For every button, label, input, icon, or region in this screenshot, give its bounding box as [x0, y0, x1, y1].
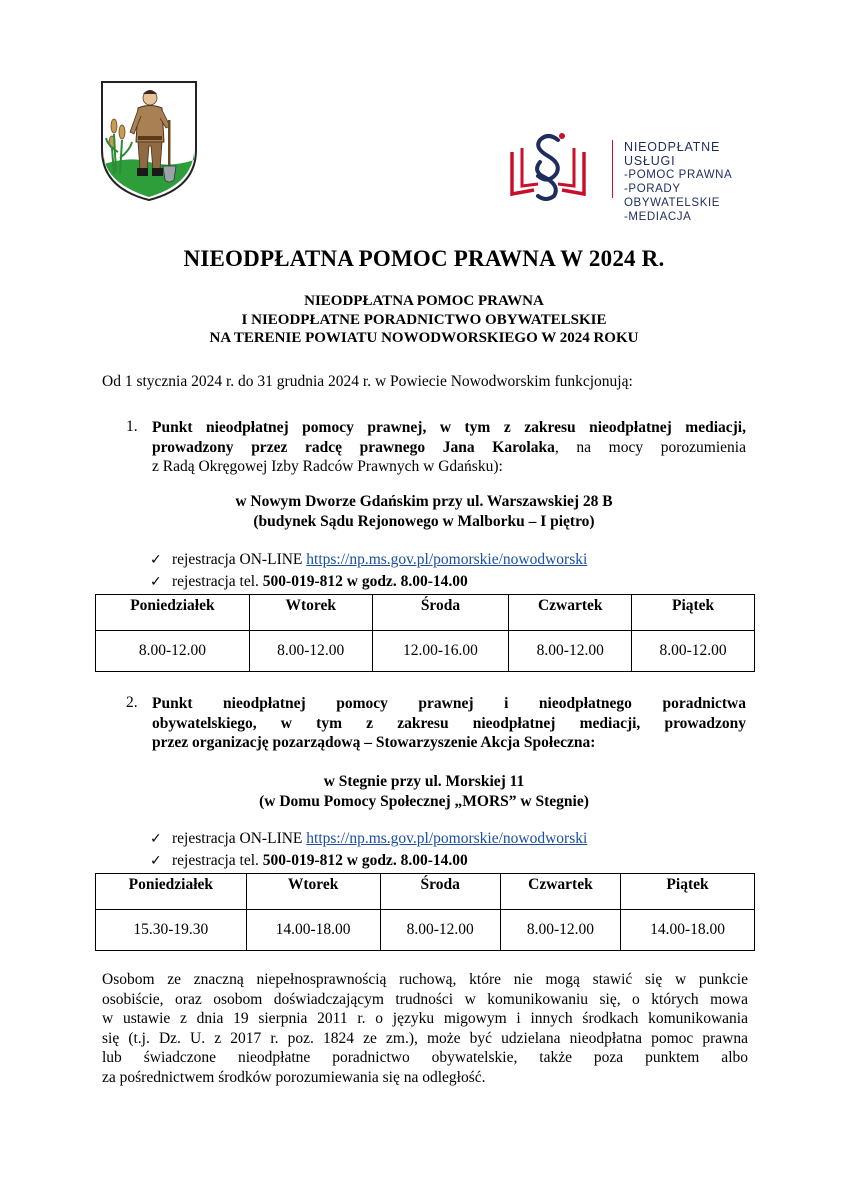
point-number: 1. [126, 418, 138, 435]
point-2-registration-phone [150, 852, 468, 870]
point-1-address [0, 492, 848, 532]
point-description [152, 694, 746, 753]
logo-line: -MEDIACJA [624, 211, 692, 223]
accessibility-note [102, 970, 748, 1087]
page-title: NIEODPŁATNA POMOC PRAWNA W 2024 R. [183, 246, 665, 271]
table-cell: 14.00-18.00 [621, 910, 755, 951]
table-header-cell: Czwartek [500, 874, 620, 910]
logo-line: NIEODPŁATNE USŁUGI [624, 140, 721, 168]
point-2-schedule-table [95, 873, 755, 951]
table-cell: 8.00-12.00 [380, 910, 500, 951]
table-cell: 14.00-18.00 [246, 910, 380, 951]
paragraph-line: lub świadczone nieodpłatne poradnictwo obywatelskie, także poza punktem albo [102, 1049, 748, 1066]
point-line: prowadzony przez radcę prawnego Jana Karolaka, na mocy porozumienia [152, 438, 746, 456]
table-header-cell: Wtorek [246, 874, 380, 910]
registration-phone: 500-019-812 w godz. 8.00-14.00 [262, 573, 468, 590]
logo-line: -POMOC PRAWNA [624, 169, 733, 181]
address-line: (budynek Sądu Rejonowego w Malborku – I piętro) [253, 513, 595, 530]
logo-text [624, 140, 768, 224]
table-header-cell: Środa [380, 874, 500, 910]
point-line: z Radą Okręgowej Izby Radców Prawnych w Gdańsku): [152, 458, 503, 475]
table-cell: 12.00-16.00 [372, 631, 509, 672]
paragraph-book-icon [508, 130, 588, 202]
table-header-cell: Piątek [621, 874, 755, 910]
point-line: obywatelskiego, w tym z zakresu nieodpłatnej mediacji, prowadzony [152, 714, 746, 732]
logo-line: -PORADY OBYWATELSKIE [624, 183, 721, 209]
table-header-row [96, 595, 755, 631]
table-header-cell: Czwartek [509, 595, 632, 631]
point-line: przez organizację pozarządową – Stowarzyszenie Akcja Społeczna: [152, 734, 596, 751]
checkmark-icon: ✓ [150, 574, 162, 590]
address-line: w Stegnie przy ul. Morskiej 11 [323, 773, 525, 790]
registration-phone: 500-019-812 w godz. 8.00-14.00 [262, 852, 468, 869]
subtitle-line: I NIEODPŁATNE PORADNICTWO OBYWATELSKIE [241, 311, 607, 328]
registration-link[interactable]: https://np.ms.gov.pl/pomorskie/nowodworski [306, 551, 588, 568]
logo-divider [612, 140, 613, 198]
table-header-row [96, 874, 755, 910]
point-1-registration-phone [150, 573, 468, 591]
paragraph-line: Osobom ze znaczną niepełnosprawnością ruchową, które nie mogą stawić się w punkcie [102, 971, 748, 988]
paragraph-line: za pośrednictwem środków porozumiewania się na odległość. [102, 1068, 486, 1086]
table-cell: 8.00-12.00 [500, 910, 620, 951]
subtitle-line: NA TERENIE POWIATU NOWODWORSKIEGO W 2024 ROKU [209, 330, 639, 346]
coat-of-arms-logo [100, 80, 198, 202]
checkmark-icon: ✓ [150, 853, 162, 869]
table-cell: 15.30-19.30 [96, 910, 247, 951]
paragraph-line: osobiście, oraz osobom doświadczającym trudności w komunikowaniu się, o których mowa [102, 990, 748, 1008]
registration-link[interactable]: https://np.ms.gov.pl/pomorskie/nowodworski [306, 830, 588, 847]
registration-label: rejestracja tel. [172, 573, 263, 590]
point-2-registration-online [150, 830, 587, 848]
paragraph-line: w ustawie z dnia 19 sierpnia 2011 r. o języku migowym i innych środkach komunikowania [102, 1010, 748, 1027]
table-cell: 8.00-12.00 [632, 631, 755, 672]
table-cell: 8.00-12.00 [96, 631, 250, 672]
point-1-schedule-table [95, 594, 755, 672]
point-description [152, 418, 746, 477]
page-subtitle [0, 292, 848, 348]
table-row [96, 631, 755, 672]
intro-text: Od 1 stycznia 2024 r. do 31 grudnia 2024 r. w Powiecie Nowodworskim funkcjonują: [102, 373, 633, 390]
table-cell: 8.00-12.00 [249, 631, 372, 672]
point-number: 2. [126, 694, 138, 711]
subtitle-line: NIEODPŁATNA POMOC PRAWNA [304, 293, 544, 309]
table-header-cell: Środa [372, 595, 509, 631]
checkmark-icon: ✓ [150, 552, 162, 568]
address-line: (w Domu Pomocy Społecznej „MORS” w Stegnie) [259, 793, 589, 810]
table-row [96, 910, 755, 951]
point-line: Punkt nieodpłatnej pomocy prawnej, w tym z zakresu nieodpłatnej mediacji, [152, 419, 746, 436]
table-cell: 8.00-12.00 [509, 631, 632, 672]
table-header-cell: Poniedziałek [96, 874, 247, 910]
registration-label: rejestracja tel. [172, 852, 263, 869]
point-2-address [0, 772, 848, 812]
registration-label: rejestracja ON-LINE [172, 830, 307, 847]
address-line: w Nowym Dworze Gdańskim przy ul. Warszawskiej 28 B [235, 493, 613, 510]
table-header-cell: Poniedziałek [96, 595, 250, 631]
free-legal-services-logo [508, 130, 768, 223]
point-1-registration-online [150, 551, 587, 569]
table-header-cell: Wtorek [249, 595, 372, 631]
checkmark-icon: ✓ [150, 831, 162, 847]
registration-label: rejestracja ON-LINE [172, 551, 307, 568]
point-line: Punkt nieodpłatnej pomocy prawnej i nieodpłatnego poradnictwa [152, 695, 746, 712]
paragraph-line: się (t.j. Dz. U. z 2017 r. poz. 1824 ze zm.), może być udzielana nieodpłatna pomoc prawna [102, 1029, 748, 1047]
table-header-cell: Piątek [632, 595, 755, 631]
